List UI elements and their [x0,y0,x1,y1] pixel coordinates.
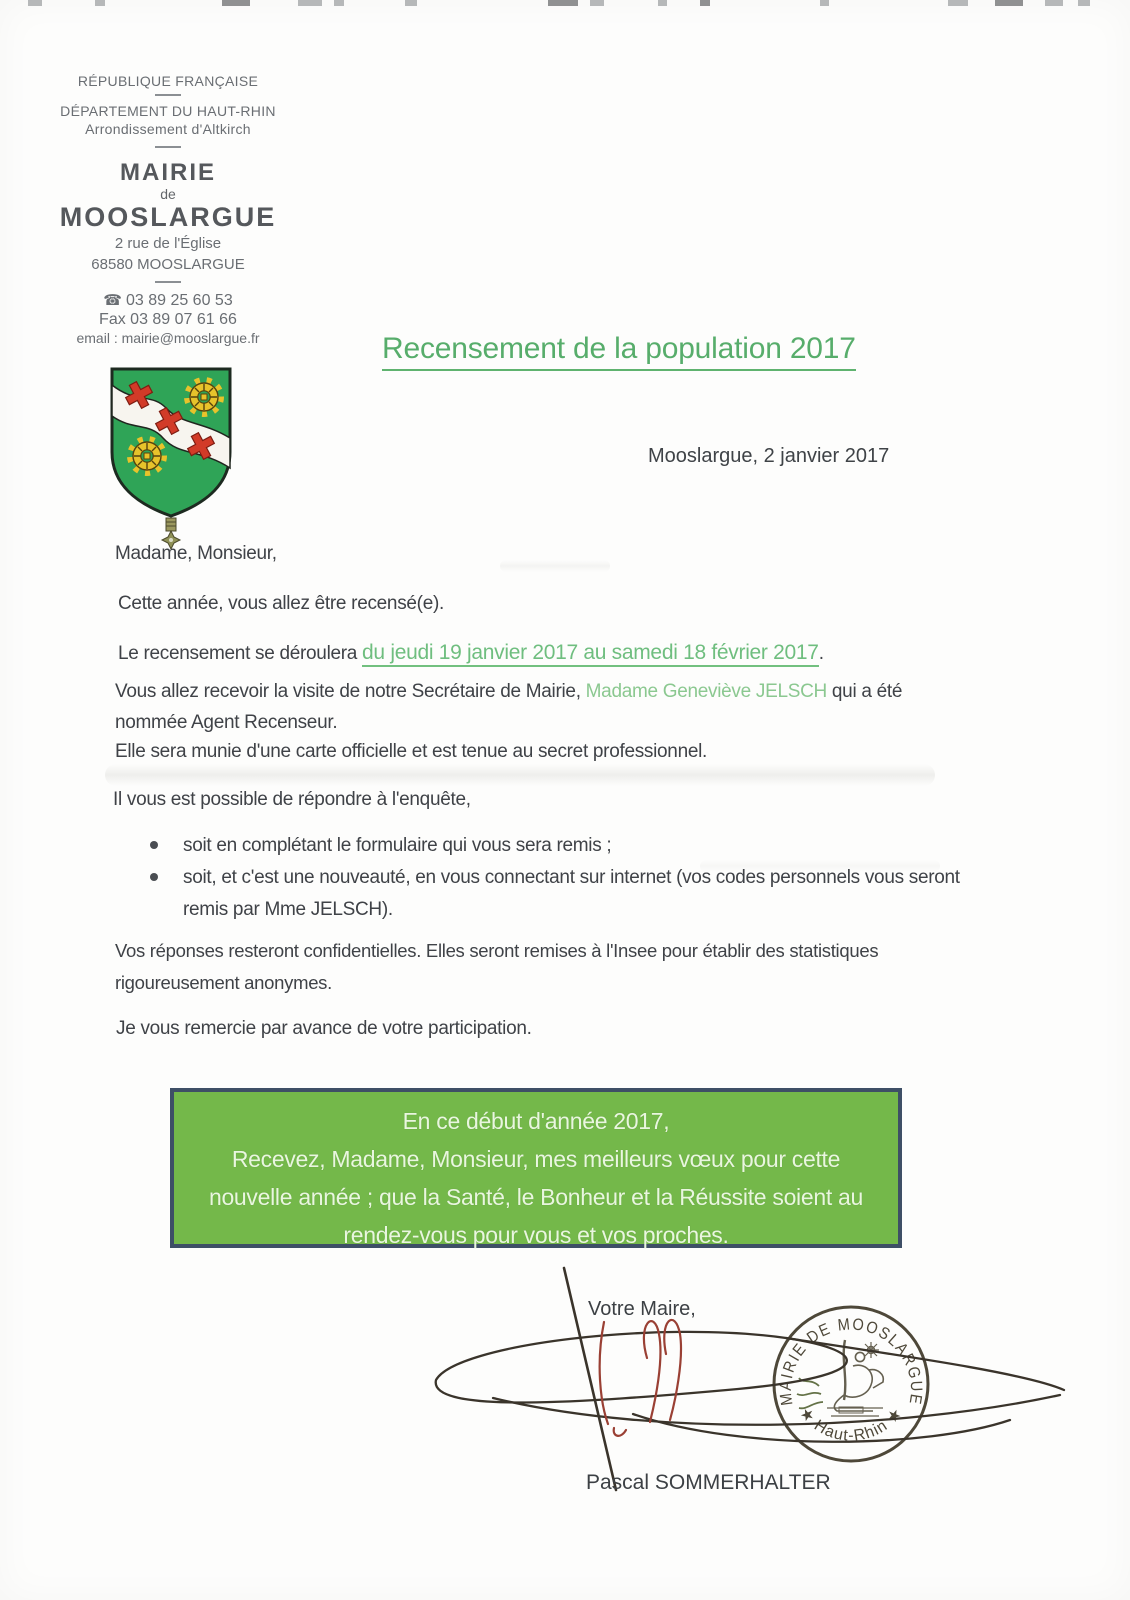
commune-name: MOOSLARGUE [59,202,277,232]
signature-ink-black [436,1268,1064,1490]
salutation: Madame, Monsieur, [115,543,277,564]
scan-artifact [548,0,578,6]
divider [155,281,181,283]
scan-artifact [995,0,1023,6]
scan-artifact [95,0,105,6]
divider [155,146,181,148]
telephone-icon: ☎ [103,292,122,309]
scan-artifact [222,0,250,6]
census-date-range: du jeudi 19 janvier 2017 au samedi 18 février 2017 [362,641,819,667]
mairie-word: MAIRIE [120,159,216,186]
email-line: email : mairie@mooslargue.fr [76,330,260,346]
address-line-1: 2 rue de l'Église [114,235,222,252]
arrondissement-line: Arrondissement d'Altkirch [85,121,251,137]
agent-name: Madame Geneviève JELSCH [585,681,827,702]
divider [155,94,181,96]
new-year-greeting-box [170,1088,902,1248]
paragraph-3-prefix: Vous allez recevoir la visite de notre Secrétaire de Mairie, [115,681,586,702]
scan-artifact [405,0,417,6]
scan-artifact [1045,0,1063,6]
greeting-line-2: Recevez, Madame, Monsieur, mes meilleurs vœux pour cette [231,1146,841,1172]
republic-line: RÉPUBLIQUE FRANÇAISE [77,73,259,89]
paragraph-2-suffix: . [818,643,824,664]
paragraph-6: Vos réponses resteront confidentielles. Elles seront remises à l'Insee pour établir des statistiques rigoureusement anonymes. [115,940,879,993]
greeting-line-1: En ce début d'année 2017, [402,1108,670,1134]
dateline: Mooslargue, 2 janvier 2017 [648,445,890,467]
scan-smudge [105,764,935,786]
scan-artifact [590,0,604,6]
bullet-dot [150,841,158,849]
paragraph-3-suffix: qui a été nommée Agent Recenseur. [115,681,903,733]
scan-artifact [820,0,829,6]
scan-artifact [28,0,42,6]
fax-line: Fax 03 89 07 61 66 [99,311,237,328]
paragraph-2-prefix: Le recensement se déroulera [118,643,363,664]
paragraph-4: Elle sera munie d'une carte officielle et est tenue au secret professionnel. [115,741,708,762]
phone-number: 03 89 25 60 53 [125,292,233,309]
bullet-item-1: soit en complétant le formulaire qui vous sera remis ; [183,835,612,856]
scan-artifact [700,0,710,6]
letter-title: Recensement de la population 2017 [382,332,856,371]
paragraph-3 [115,676,963,738]
phone-line [18,291,318,310]
signature-role: Votre Maire, [588,1298,696,1320]
stamp-bottom-text: ★ Haut-Rhin ★ [795,1404,907,1445]
signature-name: Pascal SOMMERHALTER [586,1471,831,1494]
bullet-dot [150,873,158,881]
de-word: de [160,186,176,202]
paragraph-1: Cette année, vous allez être recensé(e). [118,593,444,614]
scan-artifact [948,0,968,6]
stamp-top-text: MAIRIE DE MOOSLARGUE [776,1315,926,1409]
scan-artifact [658,0,667,6]
bullet-item-2: soit, et c'est une nouveauté, en vous connectant sur internet (vos codes personnels vous seront remis par Mme JELSCH). [183,867,960,920]
coat-of-arms [104,364,238,554]
paragraph-5: Il vous est possible de répondre à l'enquête, [113,789,471,810]
scan-artifact [1078,0,1090,6]
handwritten-signature [398,1262,1078,1497]
greeting-line-4: rendez-vous pour vous et vos proches. [343,1222,729,1248]
address-line-2: 68580 MOOSLARGUE [91,256,245,273]
department-line: DÉPARTEMENT DU HAUT-RHIN [60,103,276,119]
letterhead [18,72,318,347]
scan-artifact [334,0,344,6]
paragraph-7: Je vous remercie par avance de votre participation. [116,1018,532,1039]
scan-smudge [500,560,610,572]
greeting-line-3: nouvelle année ; que la Santé, le Bonheur et la Réussite soient au [208,1184,864,1210]
paragraph-2 [118,637,824,669]
scan-artifact [298,0,322,6]
